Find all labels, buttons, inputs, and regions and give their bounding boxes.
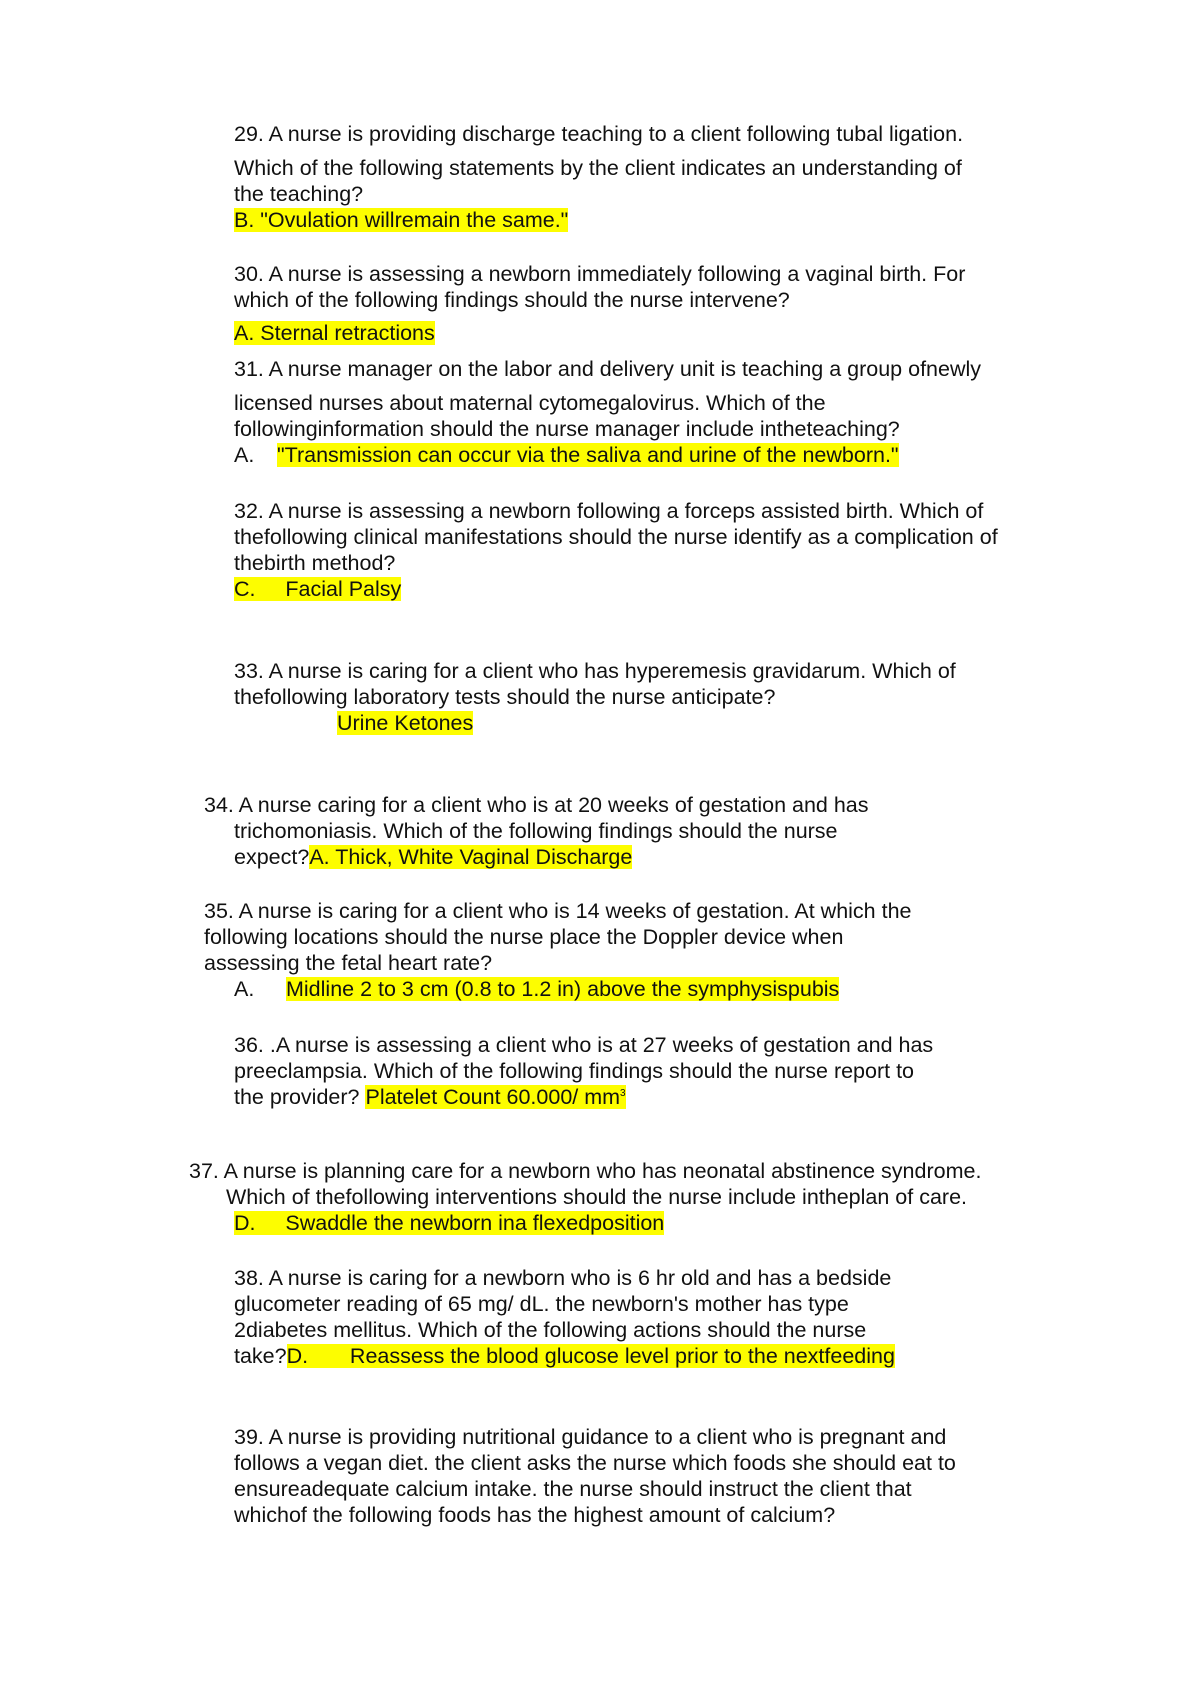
question-text-end: the provider? (234, 1085, 360, 1109)
question-text-line: thefollowing laboratory tests should the nurse anticipate? (234, 685, 776, 709)
answer-prefix: A. (234, 977, 255, 1001)
question-text-line: 2diabetes mellitus. Which of the following actions should the nurse (234, 1318, 867, 1342)
answer-highlight: C. Facial Palsy (234, 577, 402, 601)
question-text-line: 33. A nurse is caring for a client who has hyperemesis gravidarum. Which of (234, 659, 956, 683)
question-text-line: glucometer reading of 65 mg/ dL. the newborn's mother has type (234, 1292, 849, 1316)
answer-prefix: A. (234, 443, 255, 467)
question-text-line: which of the following findings should the nurse intervene? (234, 288, 790, 312)
question-text-line: licensed nurses about maternal cytomegalovirus. Which of the (234, 391, 826, 415)
question-text-line: preeclampsia. Which of the following findings should the nurse report to (234, 1059, 915, 1083)
question-text-line: Which of the following statements by the client indicates an understanding of (234, 156, 962, 180)
question-text-line: followinginformation should the nurse manager include intheteaching? (234, 417, 900, 441)
question-text-line: 31. A nurse manager on the labor and delivery unit is teaching a group ofnewly (234, 357, 982, 381)
answer-highlight: A. Thick, White Vaginal Discharge (309, 845, 633, 869)
answer-highlight: Midline 2 to 3 cm (0.8 to 1.2 in) above the symphysispubis (286, 977, 840, 1001)
question-text-line: Which of thefollowing interventions should the nurse include intheplan of care. (226, 1185, 968, 1209)
question-text-line: following locations should the nurse place the Doppler device when (204, 925, 844, 949)
answer-highlight: B. "Ovulation willremain the same." (234, 208, 569, 232)
question-text-end: take? (234, 1344, 287, 1368)
question-text-line: 34. A nurse caring for a client who is at 20 weeks of gestation and has (204, 793, 869, 817)
answer-highlight: D. Swaddle the newborn ina flexedposition (234, 1211, 665, 1235)
question-text-line: thebirth method? (234, 551, 396, 575)
question-text-line: whichof the following foods has the highest amount of calcium? (234, 1503, 836, 1527)
question-text-line: 36. .A nurse is assessing a client who is at 27 weeks of gestation and has (234, 1033, 934, 1057)
question-text-line: trichomoniasis. Which of the following findings should the nurse (234, 819, 838, 843)
answer-highlight: D. Reassess the blood glucose level prior to the nextfeeding (286, 1344, 895, 1368)
question-text-line: 29. A nurse is providing discharge teaching to a client following tubal ligation. (234, 122, 964, 146)
question-text-line: 30. A nurse is assessing a newborn immediately following a vaginal birth. For (234, 262, 966, 286)
question-text-line: follows a vegan diet. the client asks the nurse which foods she should eat to (234, 1451, 956, 1475)
question-text-line: 35. A nurse is caring for a client who is 14 weeks of gestation. At which the (204, 899, 912, 923)
answer-highlight: A. Sternal retractions (234, 321, 435, 345)
question-text-line: thefollowing clinical manifestations should the nurse identify as a complication of (234, 525, 998, 549)
question-text-line: 39. A nurse is providing nutritional guidance to a client who is pregnant and (234, 1425, 947, 1449)
question-text-line: 38. A nurse is caring for a newborn who is 6 hr old and has a bedside (234, 1266, 892, 1290)
question-text-line: 37. A nurse is planning care for a newborn who has neonatal abstinence syndrome. (189, 1159, 982, 1183)
answer-highlight (365, 1085, 625, 1109)
question-text-line: 32. A nurse is assessing a newborn following a forceps assisted birth. Which of (234, 499, 984, 523)
question-text-line: ensureadequate calcium intake. the nurse should instruct the client that (234, 1477, 912, 1501)
answer-highlight: Urine Ketones (337, 711, 474, 735)
answer-text: Platelet Count 60.000/ mm (365, 1085, 621, 1109)
question-text-line: the teaching? (234, 182, 364, 206)
answer-superscript: 3 (620, 1087, 626, 1099)
question-text-line: assessing the fetal heart rate? (204, 951, 493, 975)
question-text-end: expect? (234, 845, 310, 869)
answer-highlight: "Transmission can occur via the saliva and urine of the newborn." (277, 443, 899, 467)
